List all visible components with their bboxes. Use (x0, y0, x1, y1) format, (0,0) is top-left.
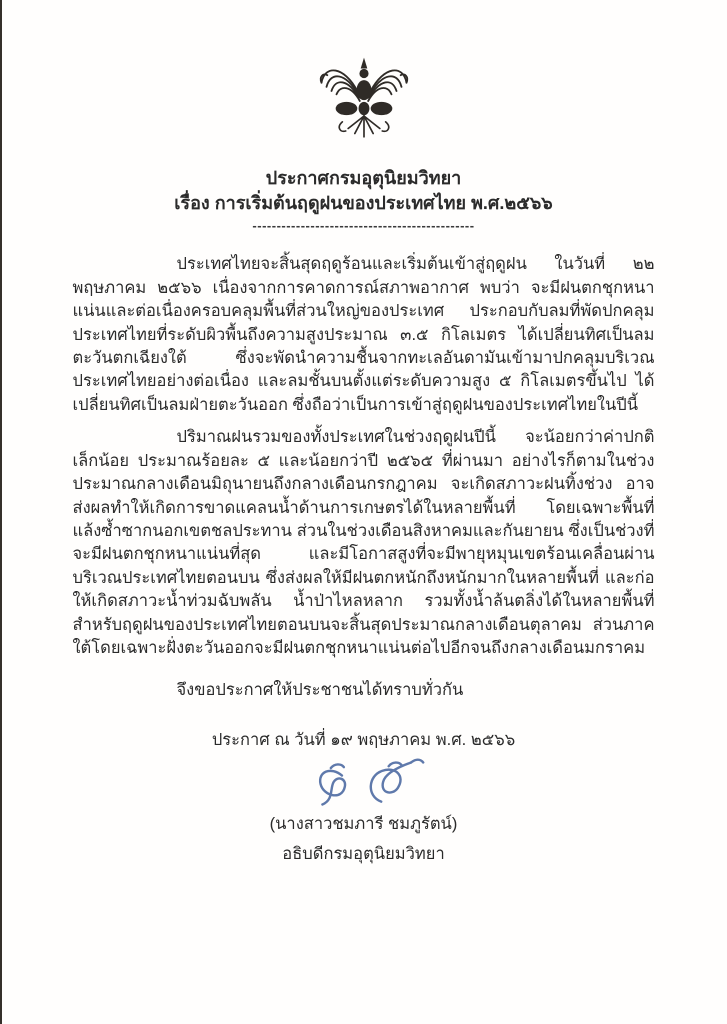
paragraph-1: ประเทศไทยจะสิ้นสุดฤดูร้อนและเริ่มต้นเข้าสู่ฤดูฝน ในวันที่ ๒๒ พฤษภาคม ๒๕๖๖ เนื่องจากการคาดการณ์สภาพอากาศ พบว่า จะมีฝนตกชุกหนาแน่นและต่อเนื่องครอบคลุมพื้นที่ส่วนใหญ่ของประเทศ ประกอบกับลมที่พัดปกคลุมประเทศไทยที่ระดับผิวพื้นถึงความสูงประมาณ ๓.๕ กิโลเมตร ได้เปลี่ยนทิศเป็นลมตะวันตกเฉียงใต้ ซึ่งจะพัดนำความชื้นจากทะเลอันดามันเข้ามาปกคลุมบริเวณประเทศไทยอย่างต่อเนื่อง และลมชั้นบนตั้งแต่ระดับความสูง ๕ กิโลเมตรขึ้นไป ได้เปลี่ยนทิศเป็นลมฝ่ายตะวันออก ซึ่งถือว่าเป็นการเข้าสู่ฤดูฝนของประเทศไทยในปีนี้ (72, 255, 655, 414)
signer-title: อธิบดีกรมอุตุนิยมวิทยา (282, 844, 445, 863)
divider-dashes: ---------------------------------------------- (252, 218, 475, 234)
document-subject: เรื่อง การเริ่มต้นฤดูฝนของประเทศไทย พ.ศ.๒๕๖๖ (174, 193, 553, 214)
scan-edge (0, 0, 2, 1024)
closing-line: จึงขอประกาศให้ประชาชนได้ทราบทั่วกัน (176, 680, 464, 699)
signature (290, 755, 450, 811)
paragraph-2: ปริมาณฝนรวมของทั้งประเทศในช่วงฤดูฝนปีนี้ จะน้อยกว่าค่าปกติเล็กน้อย ประมาณร้อยละ ๕ และน้อยกว่าปี ๒๕๖๕ ที่ผ่านมา อย่างไรก็ตามในช่วงประมาณกลางเดือนมิถุนายนถึงกลางเดือนกรกฎาคม จะเกิดสภาวะฝนทิ้งช่วง อาจส่งผลทำให้เกิดการขาดแคลนน้ำด้านการเกษตรได้ในหลายพื้นที่ โดยเฉพาะพื้นที่แล้งซ้ำซากนอกเขตชลประทาน ส่วนในช่วงเดือนสิงหาคมและกันยายน ซึ่งเป็นช่วงที่จะมีฝนตกชุกหนาแน่นที่สุด และมีโอกาสสูงที่จะมีพายุหมุนเขตร้อนเคลื่อนผ่านบริเวณประเทศไทยตอนบน ซึ่งส่งผลให้มีฝนตกหนักถึงหนักมากในหลายพื้นที่ และก่อให้เกิดสภาวะน้ำท่วมฉับพลัน น้ำป่าไหลหลาก รวมทั้งน้ำล้นตลิ่งได้ในหลายพื้นที่ สำหรับฤดูฝนของประเทศไทยตอนบนจะสิ้นสุดประมาณกลางเดือนตุลาคม ส่วนภาคใต้โดยเฉพาะฝั่งตะวันออกจะมีฝนตกชุกหนาแน่นต่อไปอีกจนถึงกลางเดือนมกราคม (72, 428, 655, 658)
signer-name: (นางสาวชมภารี ชมภูรัตน์) (269, 814, 458, 833)
document-body (73, 253, 655, 660)
garuda-emblem-icon (314, 56, 414, 154)
date-line: ประกาศ ณ วันที่ ๑๙ พฤษภาคม พ.ศ. ๒๕๖๖ (211, 730, 516, 749)
document-title: ประกาศกรมอุตุนิยมวิทยา (265, 168, 462, 188)
